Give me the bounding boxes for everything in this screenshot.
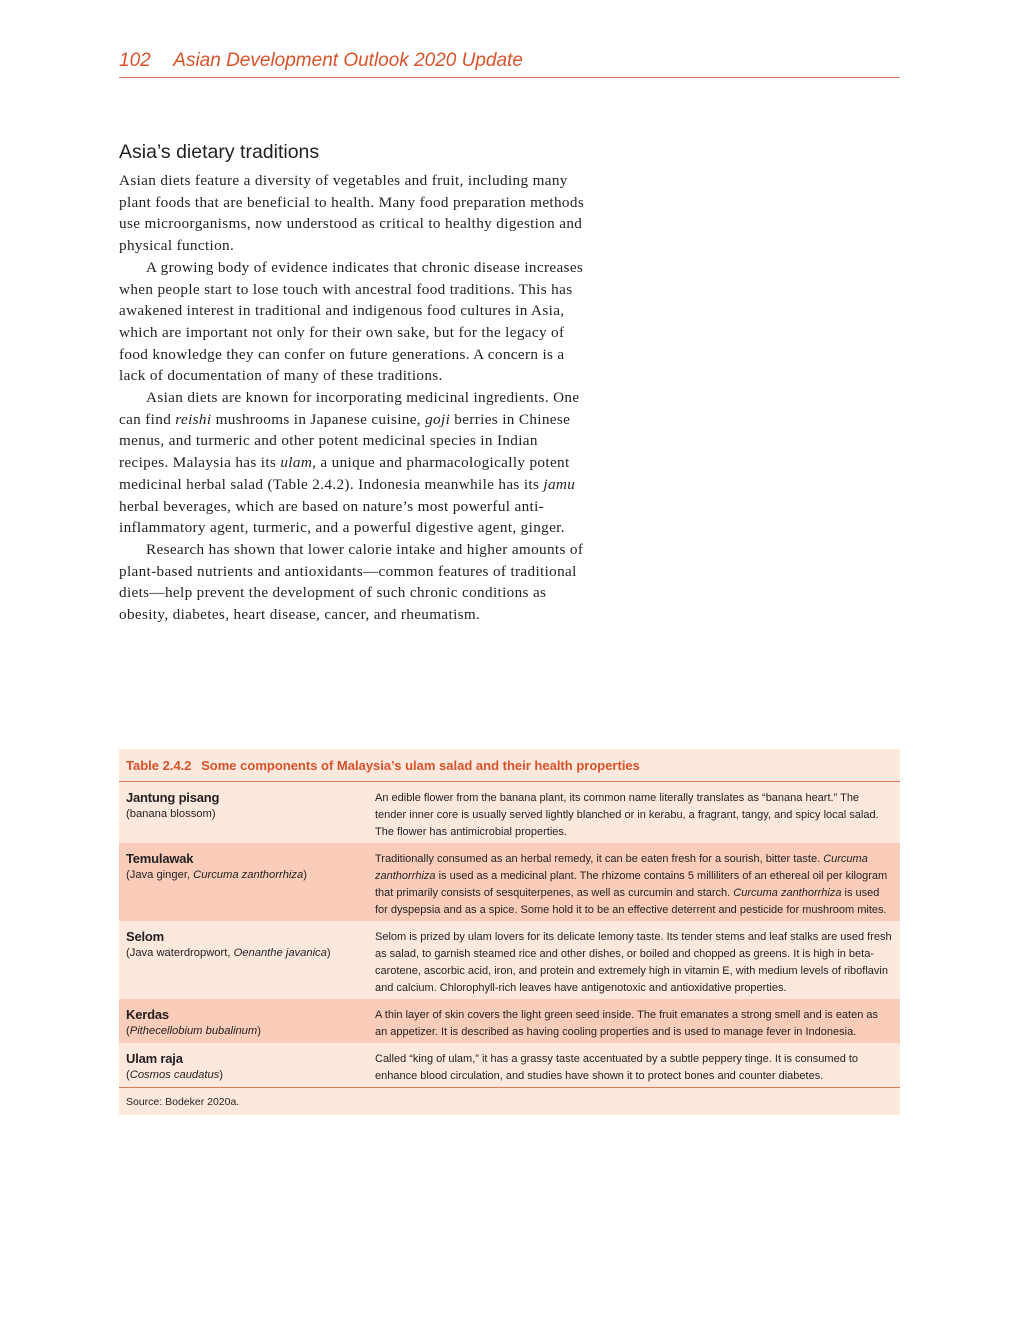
paragraph-3-text-a: Asian diets are known for incorporating medicinal ingredients. One can find [119,389,580,428]
plant-name: Jantung pisang [126,790,220,805]
term-goji: goji [425,410,451,428]
plant-name: Kerdas [126,1007,169,1022]
paragraph-3-text-d: , a unique and pharmacologically potent medicinal herbal salad (Table 2.4.2). Indonesia meanwhile has its [119,454,570,493]
ulam-table [119,749,900,1115]
plant-common-name: (Java ginger, Curcuma zanthorrhiza) [126,869,307,881]
paragraph-4: Research has shown that lower calorie intake and higher amounts of plant-based nutrients and antioxidants—common features of traditional diets—help prevent the development of such chronic conditions as obesity, diabetes, heart disease, cancer, and rheumatism. [119,540,584,624]
page-header [119,50,900,78]
plant-name: Ulam raja [126,1051,183,1066]
body-text [119,170,587,626]
plant-name: Temulawak [126,851,194,866]
table-number: Table 2.4.2 [126,758,192,773]
term-reishi: reishi [175,410,212,428]
paragraph-1: Asian diets feature a diversity of vegetables and fruit, including many plant foods that are beneficial to health. Many food preparation methods use microorganisms, now understood as critical to healthy digestion and physical function. [119,172,585,255]
plant-common-name: (banana blossom) [126,808,216,820]
plant-description: A thin layer of skin covers the light green seed inside. The fruit emanates a strong smell and is eaten as an appetizer. It is described as having cooling properties and is used to manage fever in Indonesia. [375,1009,879,1038]
publication-title: Asian Development Outlook 2020 Update [173,50,523,71]
plant-common-name: (Pithecellobium bubalinum) [126,1025,261,1037]
term-ulam: ulam [280,454,313,472]
table-row [119,782,900,843]
plant-description: Selom is prized by ulam lovers for its delicate lemony taste. Its tender stems and leaf stalks are used fresh as salad, to garnish steamed rice and other dishes, or boiled and chopped as greens. It is high in beta-carotene, ascorbic acid, iron, and protein and extremely high in vitamin E, with medium levels of riboflavin and calcium. Chlorophyll-rich leaves have antigenotoxic and antioxidative properties. [375,931,892,994]
paragraph-3-text-b: mushrooms in Japanese cuisine, [211,410,426,428]
paragraph-3-text-e: herbal beverages, which are based on nature’s most powerful anti-inflammatory agent, turmeric, and a powerful digestive agent, ginger. [119,497,565,537]
plant-common-name: (Java waterdropwort, Oenanthe javanica) [126,947,331,959]
table-caption: Some components of Malaysia’s ulam salad and their health properties [201,758,640,773]
section-title: Asia’s dietary traditions [119,141,320,163]
table-row [119,1043,900,1087]
plant-description: Traditionally consumed as an herbal remedy, it can be eaten fresh for a sourish, bitter taste. Curcuma zanthorrhiza is used as a medicinal plant. The rhizome contains 5 milliliters of an ethereal oil per kilogram that primarily consists of sesquiterpenes, as well as curcumin and starch. Curcuma zanthorrhiza is used for dyspepsia and as a spice. Some hold it to be an effective deterrent and pesticide for mushroom mites. [375,853,888,916]
table-row [119,843,900,921]
paragraph-3 [119,387,587,539]
table-title [119,749,900,782]
paragraph-3-text-c: berries in Chinese menus, and turmeric and other potent medicinal species in Indian recipes. Malaysia has its [119,410,571,472]
plant-common-name: (Cosmos caudatus) [126,1069,224,1081]
term-jamu: jamu [543,475,576,493]
paragraph-2: A growing body of evidence indicates that chronic disease increases when people start to lose touch with ancestral food traditions. This has awakened interest in traditional and indigenous food cultures in Asia, which are important not only for their own sake, but for the legacy of food knowledge they can confer on future generations. A concern is a lack of documentation of many of these traditions. [119,258,584,385]
plant-description: Called “king of ulam,” it has a grassy taste accentuated by a subtle peppery tinge. It is consumed to enhance blood circulation, and studies have shown it to protect bones and counter diabetes. [375,1053,859,1082]
table-row [119,921,900,999]
table-source: Source: Bodeker 2020a. [119,1087,900,1115]
table-row [119,999,900,1043]
page-number: 102 [119,50,151,71]
plant-description: An edible flower from the banana plant, its common name literally translates as “banana heart.” The tender inner core is usually served lightly blanched or in kerabu, a fragrant, tangy, and spicy local salad. The flower has antimicrobial properties. [375,792,879,838]
plant-name: Selom [126,929,165,944]
